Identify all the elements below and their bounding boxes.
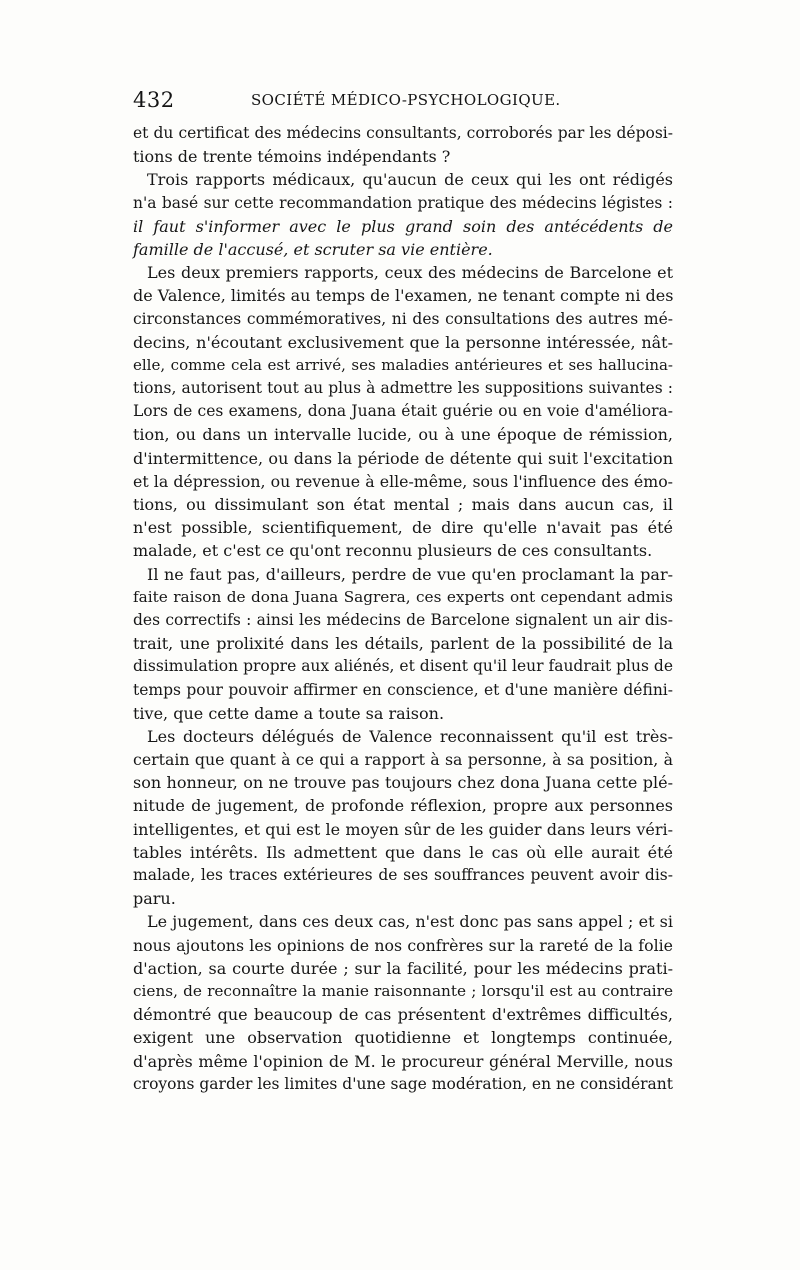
text-line: dissimulation propre aux aliénés, et disent qu'il leur faudrait plus de xyxy=(133,657,673,676)
text-line: elle, comme cela est arrivé, ses maladies antérieures et ses hallucina- xyxy=(133,355,673,374)
text-line: d'après même l'opinion de M. le procureur général Merville, nous xyxy=(133,1051,673,1071)
text-line: tables intérêts. Ils admettent que dans le cas où elle aurait été xyxy=(133,842,673,862)
text-line: certain que quant à ce qui a rapport à sa personne, à sa position, à xyxy=(133,750,673,770)
text-line: il faut s'informer avec le plus grand soin des antécédents de xyxy=(133,216,673,236)
text-line: decins, n'écoutant exclusivement que la personne intéressée, nât- xyxy=(133,332,673,352)
text-line: exigent une observation quotidienne et longtemps continuée, xyxy=(133,1028,673,1048)
text-line: d'action, sa courte durée ; sur la facilité, pour les médecins prati- xyxy=(133,958,673,978)
text-line: temps pour pouvoir affirmer en conscience, et d'une manière défini- xyxy=(133,680,673,699)
text-line: Les docteurs délégués de Valence reconnaissent qu'il est très- xyxy=(147,726,673,746)
text-line: et du certificat des médecins consultants, corroborés par les déposi- xyxy=(133,124,673,142)
text-line: circonstances commémoratives, ni des consultations des autres mé- xyxy=(133,309,673,328)
text-line: ciens, de reconnaître la manie raisonnante ; lorsqu'il est au contraire xyxy=(133,981,673,1000)
text-line: intelligentes, et qui est le moyen sûr de les guider dans leurs véri- xyxy=(133,819,673,839)
text-line: Le jugement, dans ces deux cas, n'est donc pas sans appel ; et si xyxy=(147,912,673,932)
text-line: n'est possible, scientifiquement, de dire qu'elle n'avait pas été xyxy=(133,518,673,538)
text-line: trait, une prolixité dans les détails, parlent de la possibilité de la xyxy=(133,634,673,654)
text-line: famille de l'accusé, et scruter sa vie entière. xyxy=(133,239,493,259)
text-line: tions, ou dissimulant son état mental ; mais dans aucun cas, il xyxy=(133,495,673,514)
text-line: faite raison de dona Juana Sagrera, ces experts ont cependant admis xyxy=(133,587,673,606)
text-line: et la dépression, ou revenue à elle-même, sous l'influence des émo- xyxy=(133,471,673,491)
text-line: nous ajoutons les opinions de nos confrères sur la rareté de la folie xyxy=(133,935,673,955)
text-line: malade, et c'est ce qu'ont reconnu plusieurs de ces consultants. xyxy=(133,541,653,561)
text-line: de Valence, limités au temps de l'examen, ne tenant compte ni des xyxy=(133,286,674,306)
text-line: n'a basé sur cette recommandation pratique des médecins légistes : xyxy=(133,193,673,212)
text-line: Lors de ces examens, dona Juana était guérie ou en voie d'améliora- xyxy=(133,402,673,421)
text-line: tive, que cette dame a toute sa raison. xyxy=(133,703,445,723)
body-text xyxy=(133,122,673,1096)
running-title: SOCIÉTÉ MÉDICO-PSYCHOLOGIQUE. xyxy=(251,91,561,109)
text-line: nitude de jugement, de profonde réflexion, propre aux personnes xyxy=(133,796,673,816)
text-line: son honneur, on ne trouve pas toujours chez dona Juana cette plé- xyxy=(133,773,673,793)
page-header xyxy=(133,88,673,118)
text-line: Trois rapports médicaux, qu'aucun de ceux qui les ont rédigés xyxy=(147,170,673,190)
text-line: tions, autorisent tout au plus à admettre les suppositions suivantes : xyxy=(133,379,673,398)
text-line: Les deux premiers rapports, ceux des médecins de Barcelone et xyxy=(147,263,673,283)
text-line: paru. xyxy=(133,889,176,909)
text-line: croyons garder les limites d'une sage modération, en ne considérant xyxy=(133,1074,673,1093)
text-line: démontré que beaucoup de cas présentent d'extrêmes difficultés, xyxy=(133,1005,673,1025)
text-line: tions de trente témoins indépendants ? xyxy=(133,147,451,167)
page-number: 432 xyxy=(133,88,175,112)
text-line: tion, ou dans un intervalle lucide, ou à une époque de rémission, xyxy=(133,425,673,445)
text-line: d'intermittence, ou dans la période de détente qui suit l'excitation xyxy=(133,448,673,468)
text-line: Il ne faut pas, d'ailleurs, perdre de vue qu'en proclamant la par- xyxy=(147,564,673,584)
text-line: des correctifs : ainsi les médecins de Barcelone signalent un air dis- xyxy=(133,610,673,629)
text-line: malade, les traces extérieures de ses souffrances peuvent avoir dis- xyxy=(133,866,673,884)
